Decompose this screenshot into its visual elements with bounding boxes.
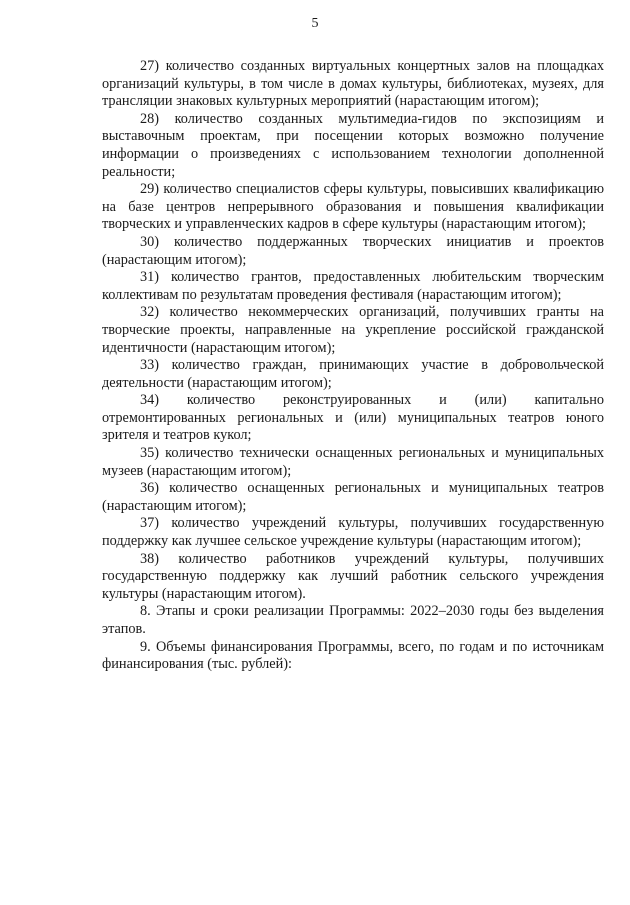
list-item-35: 35) количество технически оснащенных региональных и муниципальных музеев (нарастающим итогом); — [102, 445, 604, 479]
list-item-37: 37) количество учреждений культуры, получивших государственную поддержку как лучшее сельское учреждение культуры (нарастающим итогом); — [102, 515, 604, 550]
section-stages-and-terms: 8. Этапы и сроки реализации Программы: 2022–2030 годы без выделения этапов. — [102, 603, 604, 637]
list-item-36: 36) количество оснащенных региональных и муниципальных театров (нарастающим итогом); — [102, 480, 604, 514]
section-financing-volumes: 9. Объемы финансирования Программы, всего, по годам и по источникам финансирования (тыс. рублей): — [102, 638, 604, 673]
list-item-29: 29) количество специалистов сферы культуры, повысивших квалификацию на базе центров непрерывного образования и повышения квалификации творческих и управленческих кадров в сфере культуры (нарастающим итогом); — [102, 181, 604, 233]
list-item-34: 34) количество реконструированных и (или) капитально отремонтированных региональных и (или) муниципальных театров юного зрителя и театров кукол; — [102, 392, 604, 444]
list-item-32: 32) количество некоммерческих организаций, получивших гранты на творческие проекты, направленные на укрепление российской гражданской идентичности (нарастающим итогом); — [102, 304, 604, 356]
list-item-33: 33) количество граждан, принимающих участие в добровольческой деятельности (нарастающим итогом); — [102, 357, 604, 391]
list-item-30: 30) количество поддержанных творческих инициатив и проектов (нарастающим итогом); — [102, 233, 604, 268]
list-item-31: 31) количество грантов, предоставленных любительским творческим коллективам по результатам проведения фестиваля (нарастающим итогом); — [102, 269, 604, 303]
list-item-28: 28) количество созданных мультимедиа-гидов по экспозициям и выставочным проектам, при посещении которых возможно получение информации о произведениях с использованием технологии дополненной реальности; — [102, 110, 604, 180]
document-body — [102, 58, 604, 674]
list-item-27: 27) количество созданных виртуальных концертных залов на площадках организаций культуры, в том числе в домах культуры, библиотеках, музеях, для трансляции знаковых культурных мероприятий (нарастающим итогом); — [102, 58, 604, 110]
page-number: 5 — [311, 16, 319, 31]
list-item-38: 38) количество работников учреждений культуры, получивших государственную поддержку как лучший работник сельского учреждения культуры (нарастающим итогом). — [102, 550, 604, 602]
